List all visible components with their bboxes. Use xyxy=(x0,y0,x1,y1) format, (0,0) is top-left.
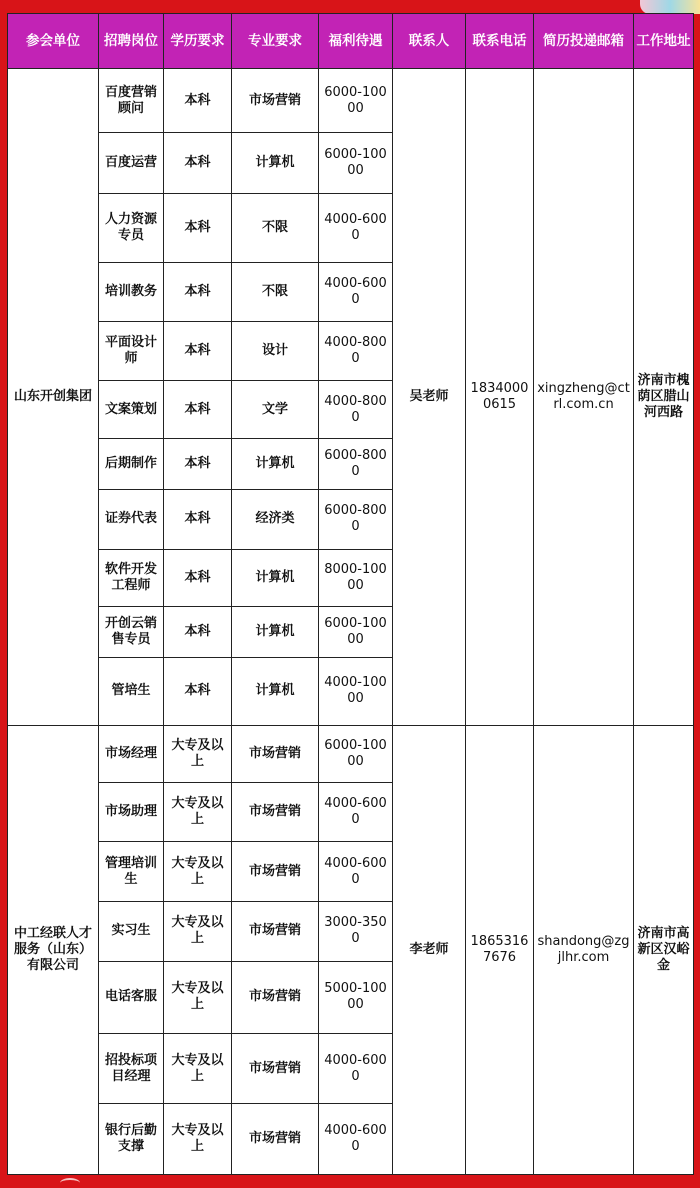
job-major: 经济类 xyxy=(232,489,319,549)
recruitment-table xyxy=(7,13,694,1175)
contact-phone: 18653167676 xyxy=(466,726,534,1175)
header-phone: 联系电话 xyxy=(466,14,534,69)
job-major: 计算机 xyxy=(232,657,319,725)
job-position: 人力资源专员 xyxy=(99,193,164,262)
job-education: 本科 xyxy=(164,380,232,438)
job-salary: 8000-10000 xyxy=(319,550,393,607)
job-education: 大专及以上 xyxy=(164,841,232,901)
header-row xyxy=(8,14,694,69)
job-salary: 6000-8000 xyxy=(319,489,393,549)
job-major: 不限 xyxy=(232,263,319,321)
job-major: 计算机 xyxy=(232,550,319,607)
job-education: 本科 xyxy=(164,69,232,133)
header-email: 简历投递邮箱 xyxy=(534,14,634,69)
job-position: 平面设计师 xyxy=(99,321,164,380)
job-position: 百度营销顾问 xyxy=(99,69,164,133)
job-position: 软件开发工程师 xyxy=(99,550,164,607)
job-salary: 4000-6000 xyxy=(319,841,393,901)
job-position: 后期制作 xyxy=(99,439,164,489)
company-name: 山东开创集团 xyxy=(8,69,99,726)
job-position: 招投标项目经理 xyxy=(99,1034,164,1104)
job-position: 银行后勤支撑 xyxy=(99,1104,164,1175)
job-education: 大专及以上 xyxy=(164,902,232,961)
job-education: 本科 xyxy=(164,133,232,193)
job-salary: 6000-10000 xyxy=(319,69,393,133)
job-major: 设计 xyxy=(232,321,319,380)
job-major: 市场营销 xyxy=(232,841,319,901)
job-salary: 6000-8000 xyxy=(319,439,393,489)
job-major: 市场营销 xyxy=(232,783,319,841)
job-position: 百度运营 xyxy=(99,133,164,193)
work-address: 济南市高新区汉峪金 xyxy=(634,726,694,1175)
table-row xyxy=(8,726,694,783)
job-education: 本科 xyxy=(164,550,232,607)
contact-phone: 18340000615 xyxy=(466,69,534,726)
contact-person: 李老师 xyxy=(393,726,466,1175)
balloon-decoration xyxy=(640,0,700,14)
header-position: 招聘岗位 xyxy=(99,14,164,69)
job-education: 本科 xyxy=(164,607,232,657)
job-education: 大专及以上 xyxy=(164,1034,232,1104)
job-salary: 4000-10000 xyxy=(319,657,393,725)
header-major: 专业要求 xyxy=(232,14,319,69)
job-education: 大专及以上 xyxy=(164,961,232,1033)
job-major: 计算机 xyxy=(232,607,319,657)
job-major: 不限 xyxy=(232,193,319,262)
job-salary: 6000-10000 xyxy=(319,133,393,193)
job-position: 实习生 xyxy=(99,902,164,961)
job-position: 市场助理 xyxy=(99,783,164,841)
job-salary: 5000-10000 xyxy=(319,961,393,1033)
job-position: 证券代表 xyxy=(99,489,164,549)
job-position: 电话客服 xyxy=(99,961,164,1033)
job-salary: 3000-3500 xyxy=(319,902,393,961)
header-education: 学历要求 xyxy=(164,14,232,69)
job-salary: 4000-8000 xyxy=(319,380,393,438)
job-major: 市场营销 xyxy=(232,69,319,133)
job-position: 管培生 xyxy=(99,657,164,725)
job-education: 本科 xyxy=(164,263,232,321)
job-major: 市场营销 xyxy=(232,1034,319,1104)
job-education: 本科 xyxy=(164,439,232,489)
job-education: 大专及以上 xyxy=(164,726,232,783)
company-name: 中工经联人才服务（山东）有限公司 xyxy=(8,726,99,1175)
job-position: 市场经理 xyxy=(99,726,164,783)
table-row xyxy=(8,69,694,133)
job-salary: 4000-6000 xyxy=(319,263,393,321)
job-education: 本科 xyxy=(164,489,232,549)
job-salary: 6000-10000 xyxy=(319,607,393,657)
job-major: 计算机 xyxy=(232,439,319,489)
recruitment-table-sheet xyxy=(7,13,693,1175)
job-major: 文学 xyxy=(232,380,319,438)
header-address: 工作地址 xyxy=(634,14,694,69)
job-position: 培训教务 xyxy=(99,263,164,321)
job-education: 本科 xyxy=(164,657,232,725)
job-salary: 4000-6000 xyxy=(319,783,393,841)
job-position: 开创云销售专员 xyxy=(99,607,164,657)
contact-person: 吴老师 xyxy=(393,69,466,726)
job-education: 大专及以上 xyxy=(164,1104,232,1175)
job-salary: 4000-6000 xyxy=(319,1104,393,1175)
job-major: 市场营销 xyxy=(232,1104,319,1175)
header-contact: 联系人 xyxy=(393,14,466,69)
job-salary: 4000-8000 xyxy=(319,321,393,380)
job-position: 管理培训生 xyxy=(99,841,164,901)
job-education: 大专及以上 xyxy=(164,783,232,841)
ribbon-decoration xyxy=(60,1178,80,1188)
job-salary: 4000-6000 xyxy=(319,193,393,262)
job-major: 市场营销 xyxy=(232,902,319,961)
work-address: 济南市槐荫区腊山河西路 xyxy=(634,69,694,726)
job-major: 市场营销 xyxy=(232,726,319,783)
header-company: 参会单位 xyxy=(8,14,99,69)
job-salary: 4000-6000 xyxy=(319,1034,393,1104)
header-salary: 福利待遇 xyxy=(319,14,393,69)
job-salary: 6000-10000 xyxy=(319,726,393,783)
job-position: 文案策划 xyxy=(99,380,164,438)
job-major: 计算机 xyxy=(232,133,319,193)
resume-email: xingzheng@ctrl.com.cn xyxy=(534,69,634,726)
job-education: 本科 xyxy=(164,193,232,262)
job-education: 本科 xyxy=(164,321,232,380)
job-major: 市场营销 xyxy=(232,961,319,1033)
resume-email: shandong@zgjlhr.com xyxy=(534,726,634,1175)
